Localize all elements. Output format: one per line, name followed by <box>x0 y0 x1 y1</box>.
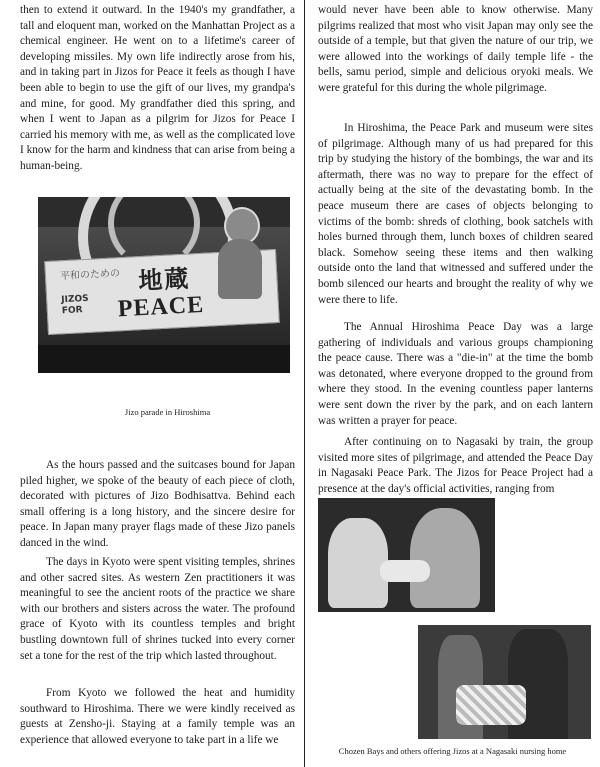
photo-person <box>410 508 480 608</box>
nursing-home-photo-1 <box>318 498 495 612</box>
jizo-figure <box>216 207 264 307</box>
photo-person <box>328 518 388 608</box>
banner-jizos-for: JIZOS FOR <box>61 293 89 317</box>
crowd <box>38 345 290 373</box>
nursing-home-photo-2 <box>418 625 591 739</box>
nursing-home-photo-caption: Chozen Bays and others offering Jizos at a Nagasaki nursing home <box>338 746 567 756</box>
left-paragraph-1: then to extend it outward. In the 1940's my grandfather, a tall and eloquent man, worked on the Manhattan Project as a chemical engineer. He went on to a lifetime's career of developing missiles. My own life indirectly arose from his, and in taking part in Jizos for Peace it feels as though I have been able to begin to use the gift of our lives, my grandpa's and mine, for good. My grandfather died this spring, and when I went to Japan as a pilgrim for Jizos for Peace I carried his memory with me, as well as the complicated love I know for the harm and kindness that can arise from being a human-being. <box>20 4 295 172</box>
left-paragraph-4: From Kyoto we followed the heat and humidity southward to Hiroshima. There we were kindly received as guests at Zensho-ji. Staying at a family temple was an experience that allowed everyone to take part in a life we <box>20 687 295 746</box>
left-paragraph-3: The days in Kyoto were spent visiting temples, shrines and other sacred sites. As western Zen practitioners it was meaningful to see the ancient roots of the practice we share with our brothers and sisters across the water. The profound grace of Kyoto with its countless temples and bright bustling downtown full of shrines tucked into every corner set a tone for the rest of the trip which lasted throughout. <box>20 556 295 662</box>
banner-kanji: 地蔵 <box>137 264 192 296</box>
banner-kanji-small: 平和のための <box>59 268 121 283</box>
offering-hands <box>380 560 430 582</box>
jizo-cloth <box>456 685 526 725</box>
column-divider <box>304 0 305 767</box>
right-paragraph-4: After continuing on to Nagasaki by train, the group visited more sites of pilgrimage, and attended the Peace Day in Nagasaki Peace Park. The Jizos for Peace Project had a presence at the day's official activities, ranging from <box>318 436 593 495</box>
banner-peace: PEACE <box>117 291 205 323</box>
right-paragraph-3: The Annual Hiroshima Peace Day was a large gathering of individuals and various groups championing the peace cause. There was a "die-in" at the time the bomb was detonated, where everyone dropped to the ground from where they stood. In the evening countless paper lanterns were sent down the river by the park, and on each lantern was written a prayer for peace. <box>318 321 593 427</box>
right-paragraph-1: would never have been able to know otherwise. Many pilgrims realized that most who visit Japan may only see the outside of a temple, but that given the nature of our trip, we were allowed into the workings of daily temple life - the bells, samu period, simple and delicious oryoki meals. We were grateful for this during the whole pilgrimage. <box>318 4 593 94</box>
left-paragraph-2: As the hours passed and the suitcases bound for Japan piled higher, we spoke of the beauty of each piece of cloth, decorated with pictures of Jizo Bodhisattva. Behind each small offering is a long history, and the sincere desire for peace. In Japan many prayer flags made of these Jizo panels danced in the wind. <box>20 459 295 549</box>
jizo-parade-photo <box>38 197 290 373</box>
parade-photo-caption: Jizo parade in Hiroshima <box>124 407 211 417</box>
jizo-body <box>218 239 262 299</box>
right-paragraph-2: In Hiroshima, the Peace Park and museum were sites of pilgrimage. Although many of us had prepared for this trip by studying the history of the bombings, the war and its aftermath, there was no way to prepare for the effect of actually being at the site of the devastating bomb. In the peace museum there are cases of objects belonging to victims of the bomb: shreds of clothing, book satchels with holes burned through them, lunch boxes of children seared black. Somehow seeing these items and then walking outside onto the land that witnessed and suffered under the bomb silenced our hearts and brought the reality of why we were there to life. <box>318 122 593 306</box>
